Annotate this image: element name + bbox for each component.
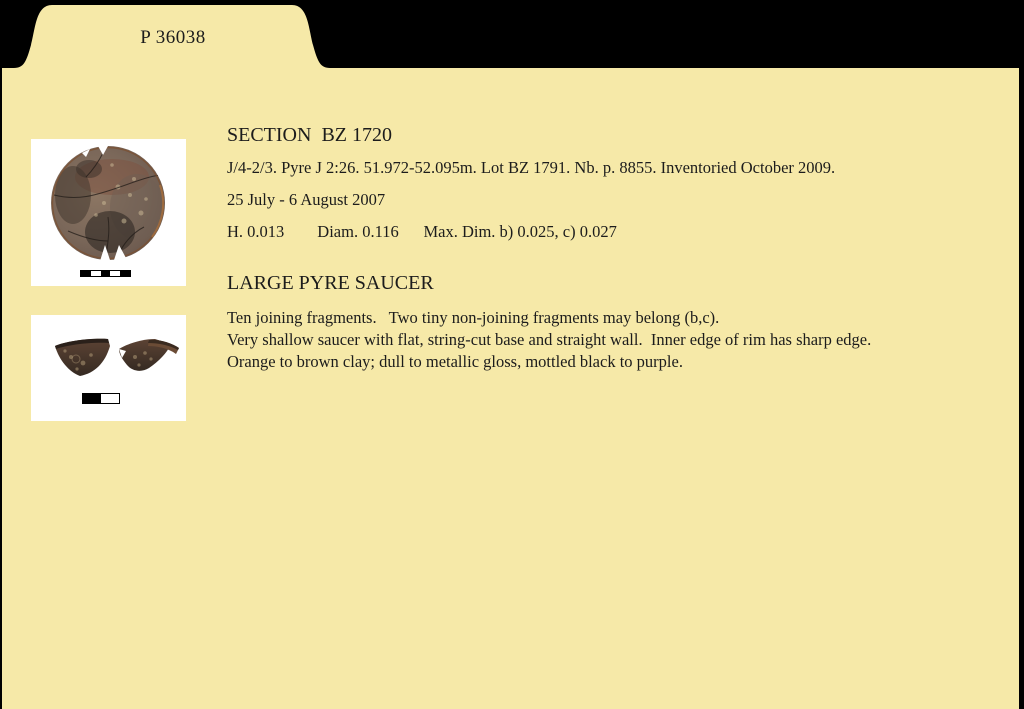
description-block <box>227 307 871 373</box>
saucer-illustration <box>31 139 186 286</box>
catalog-card <box>2 68 1019 709</box>
description-line: Orange to brown clay; dull to metallic gloss, mottled black to purple. <box>227 352 683 371</box>
scale-bar <box>82 393 120 404</box>
dimensions-line: H. 0.013 Diam. 0.116 Max. Dim. b) 0.025, c) 0.027 <box>227 222 617 241</box>
fragments-illustration <box>31 315 186 421</box>
photo-rim-fragments <box>31 315 186 421</box>
description-line: Ten joining fragments. Two tiny non-joining fragments may belong (b,c). <box>227 308 720 327</box>
scale-bar <box>80 270 131 277</box>
section-heading: SECTION BZ 1720 <box>227 124 392 146</box>
object-heading: LARGE PYRE SAUCER <box>227 272 434 294</box>
provenance-line: J/4-2/3. Pyre J 2:26. 51.972-52.095m. Lot BZ 1791. Nb. p. 8855. Inventoried October 2009. <box>227 158 836 177</box>
date-range-line: 25 July - 6 August 2007 <box>227 190 386 209</box>
meta-block <box>227 152 835 248</box>
tab-label: P 36038 <box>140 27 206 48</box>
photo-saucer-top-view <box>31 139 186 286</box>
description-line: Very shallow saucer with flat, string-cut base and straight wall. Inner edge of rim has sharp edge. <box>227 330 872 349</box>
